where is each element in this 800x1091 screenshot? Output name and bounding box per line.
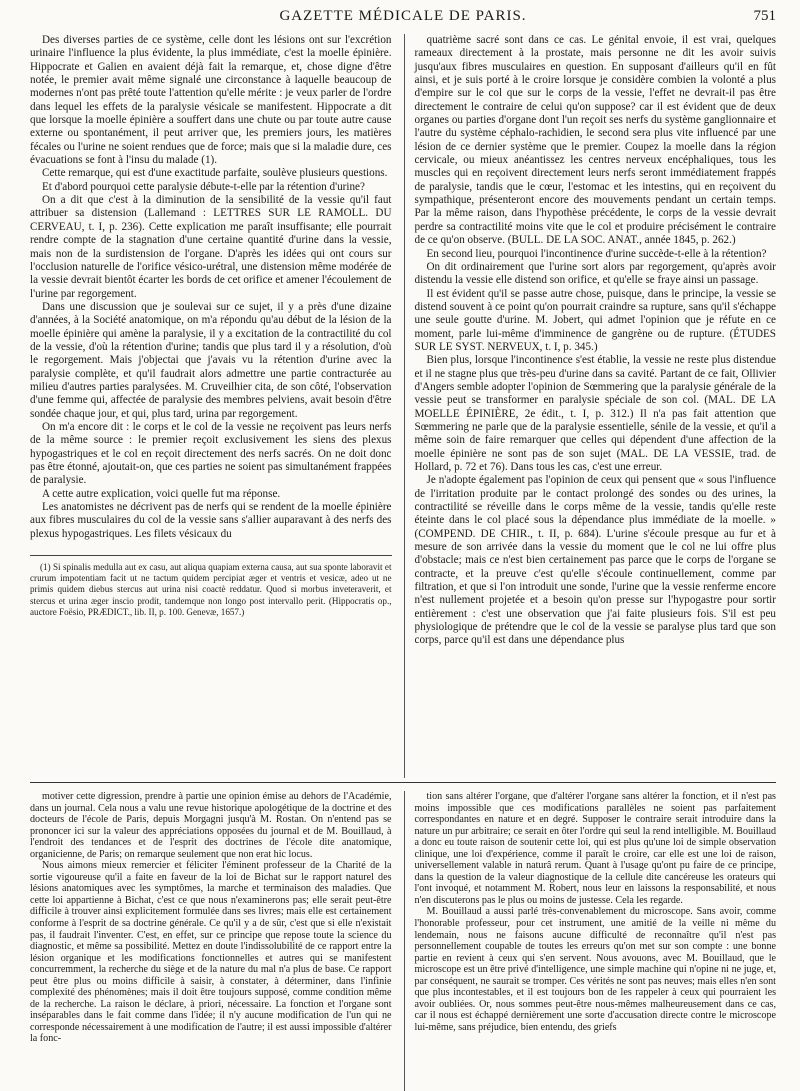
- page-number: 751: [753, 8, 776, 24]
- paragraph: Je n'adopte également pas l'opinion de ceux qui pensent que « sous l'influence de l'irritation produite par le contact prolongé des sondes ou des urines, la contractilité se réveille dans le corps même de la vessie, tandis qu'elle reste éteinte dans le col placé sous la dépendance plus immédiate de la moelle. » (COMPEND. DE CHIR., t. II, p. 684). L'urine s'écoule presque au fur et à mesure de son arrivée dans la vessie du moment que le col ne lui offre plus d'obstacle; mais ce n'est bien certainement pas parce que le corps de l'organe se contracte, et la preuve c'est qu'elle s'écoule continuellement, comme par filtration, et que si l'on introduit une sonde, l'urine que la vessie renferme encore n'est nullement projetée et a besoin qu'on presse sur l'hypogastre pour sortir entièrement : c'est une observation que j'ai faite plusieurs fois. S'il est peu physiologique de prétendre que le col de la vessie se paralyse plus tard que son corps, parce qu'il est dans une dépendance plus: [414, 474, 776, 647]
- footnote-text: (1) Si spinalis medulla aut ex casu, aut aliqua quapiam externa causa, aut sua sponte laboravit et crurum impotentiam facit ut ne tactum quidem percipiat æger et ventris et vesicæ, adeo ut ne primis quidem diebus stercus aut urina nisi coactè reddatur. Quod si morbus inveteraverit, et stercus et urina æger inscio prodit, tandemque non longo post intervallo perit. (Hippocratis op., auctore Foësio, PRÆDICT., lib. II, p. 100. Genevæ, 1657.): [30, 562, 392, 617]
- paragraph: On m'a encore dit : le corps et le col de la vessie ne reçoivent pas leurs nerfs de la même source : le premier reçoit exclusivement les siens des plexus hypogastriques et le col en reçoit directement des nerfs sacrés. On ne doit donc pas être étonné, ajoutait-on, que ces parties ne soient pas simultanément frappées de paralysie.: [30, 420, 392, 487]
- paragraph: Dans une discussion que je soulevai sur ce sujet, il y a près d'une dizaine d'années, à la Société anatomique, on m'a répondu qu'au début de la lésion de la moelle épinière qui amène la paralysie, il y a excitation de la contractilité du col de la vessie, d'où la rétention d'urine; tandis que plus tard il y a résolution, d'où le regorgement. Mais j'objectai que j'avais vu la rétention d'urine avec la paralysie complète, et qu'il faudrait alors admettre une partie contracturée au milieu d'autres parties paralysées. M. Cruveilhier cita, de son côté, l'observation d'une femme qui, affectée de paralysie des membres pelviens, avait besoin d'être sondée chaque jour, et qui, plus tard, urina par regorgement.: [30, 300, 392, 420]
- paragraph: motiver cette digression, prendre à partie une opinion émise au dehors de l'Académie, dans un journal. Cela nous a valu une revue historique apologétique de la doctrine et des docteurs de l'école de Paris, depuis Morgagni jusqu'à M. Rostan. On n'entend pas se prononcer ici sur la valeur des appréciations opposées du journal et de M. Bouillaud, à l'endroit des tendances et de l'esprit des doctrines de l'école dite anatomique, organicienne, de Paris; on remarque seulement que non erat hic locus.: [30, 791, 392, 860]
- lower-right-column: [404, 791, 777, 1091]
- footnote-rule: [30, 555, 392, 556]
- paragraph: quatrième sacré sont dans ce cas. Le génital envoie, il est vrai, quelques rameaux directement à la prostate, mais personne ne dit les avoir suivis jusqu'aux fibres musculaires en question. En supposant d'ailleurs qu'il en fût ainsi, et je suis porté à le croire lorsque je considère combien la volonté a plus d'empire sur le col que sur le corps de la vessie, l'effet ne devrait-il pas être directement le contraire de celui qu'on suppose? car il est évident que de deux organes ou parties d'organe dont l'un reçoit ses nerfs du système ganglionnaire et l'autre du système céphalo-rachidien, le second sera plus vite influencé par une lésion de ce dernier système que le premier. Coupez la moelle dans la région cervicale, ou mieux anéantissez les centres nerveux encéphaliques, tous les muscles qui en reçoivent directement leurs nerfs seront immédiatement frappés de paralysie, tandis que le cœur, l'estomac et les intestins, qui en reçoivent du sympathique, présenteront encore des mouvements pendant un certain temps. Par la même raison, dans l'hypothèse précédente, le corps de la vessie devrait perdre sa contractilité moins vite que le col et produire précisément le contraire de ce qu'on observe. (BULL. DE LA SOC. ANAT., année 1845, p. 262.): [414, 34, 776, 247]
- paragraph: Il est évident qu'il se passe autre chose, puisque, dans le principe, la vessie se distend souvent à ce point qu'on pourrait craindre sa rupture, sans qu'il s'échappe une seule goutte d'urine. M. Jobert, qui admet l'opinion que je réfute en ce moment, parle lui-même d'imminence de gangrène ou de rupture. (ÉTUDES SUR LE SYST. NERVEUX, t. I, p. 345.): [414, 287, 776, 353]
- upper-right-column: [404, 34, 777, 778]
- paragraph: En second lieu, pourquoi l'incontinence d'urine succède-t-elle à la rétention?: [426, 247, 767, 260]
- lower-left-column: [30, 791, 392, 1091]
- paragraph: On dit ordinairement que l'urine sort alors par regorgement, qu'après avoir distendu la vessie elle distend son orifice, et qu'elle se fraye ainsi un passage.: [414, 260, 776, 287]
- paragraph: M. Bouillaud a aussi parlé très-convenablement du microscope. Sans avoir, comme l'honorable professeur, pour cet instrument, une amitié de la veille ni même du lendemain, nous ne faisons aucune difficulté de reconnaître qu'il n'est pas personnellement coupable de toutes les erreurs qu'on met sur son compte : une bonne partie en revient à ceux qui s'en servent. Nous avouons, avec M. Bouillaud, que le microscope est un être privé d'intelligence, une simple machine qui n'opine ni ne juge, et, par conséquent, ne saurait se tromper. Ces vérités ne sont pas neuves; mais elles n'en sont que plus incontestables, et il est toujours bon de les rappeler à ceux qui pourraient les avoir oubliées. Or, nous sommes peut-être nous-mêmes malheureusement dans ce cas, car il nous est échappé dernièrement une sorte d'accusation directe contre le microscope lui-même, sans préjudice, bien entendu, des griefs: [414, 906, 776, 1033]
- paragraph: Cette remarque, qui est d'une exactitude parfaite, soulève plusieurs questions.: [42, 167, 388, 180]
- paragraph: Bien plus, lorsque l'incontinence s'est établie, la vessie ne reste plus distendue et il ne stagne plus que très-peu d'urine dans sa cavité. Partant de ce fait, Ollivier d'Angers semble adopter l'opinion de Sœmmering que la paralysie générale de la vessie peut se transformer en paralysie spéciale de son col. (MAL. DE LA MOELLE ÉPINIÈRE, 2e édit., t. I, p. 312.) Il n'a pas fait attention que Sœmmering ne parle que de la paralysie essentielle, sénile de la vessie, et qu'il a même soin de faire remarquer que celles qui dépendent d'une affection de la moelle épinière ne sont pas de son sujet (MAL. DE LA VESSIE, trad. de Hollard, p. 72 et 76). Dans tous les cas, c'est une erreur.: [414, 354, 776, 473]
- paragraph: Des diverses parties de ce système, celle dont les lésions ont sur l'excrétion urinaire l'influence la plus évidente, la plus immédiate, c'est la moelle épinière. Hippocrate et Galien en avaient déjà fait la remarque, et, chose digne d'être notée, le premier avait même signalé une circonstance à laquelle beaucoup de modernes n'ont pas prêté toute l'attention qu'elle mérite : je veux parler de l'ordre dans lequel les effets de la paralysie vésicale se manifestent. Hippocrate a dit que lorsque la moelle épinière a souffert dans une chute ou par toute autre cause externe ou spontanément, il peut arriver que, les premiers jours, les matières fécales ou l'urine ne soient rendues que de force; mais que si la maladie dure, ces évacuations se font à l'insu du malade (1).: [30, 34, 392, 167]
- upper-left-column: [30, 34, 392, 778]
- paragraph: Et d'abord pourquoi cette paralysie débute-t-elle par la rétention d'urine?: [42, 180, 365, 193]
- paragraph: On a dit que c'est à la diminution de la sensibilité de la vessie qu'il faut attribuer sa distension (Lallemand : LETTRES SUR LE RAMOLL. DU CERVEAU, t. I, p. 236). Cette explication me paraît insuffisante; elle pourrait rendre compte de la stagnation d'une certaine quantité d'urine dans la vessie, mais non de la surdistension de l'organe. D'après les idées qui ont cours sur l'occlusion naturelle de l'orifice vésico-urétral, une distension même modérée de la vessie devrait bientôt écarter les bords de cet orifice et amener l'écoulement de l'urine par regorgement.: [30, 194, 392, 300]
- lower-article: [30, 791, 776, 1091]
- journal-title: GAZETTE MÉDICALE DE PARIS.: [279, 8, 527, 24]
- paragraph: Les anatomistes ne décrivent pas de nerfs qui se rendent de la moelle épinière aux fibres musculaires du col de la vessie sans s'allier auparavant à des nerfs des plexus hypogastriques. Les filets vésicaux du: [30, 501, 392, 540]
- upper-article: [30, 34, 776, 778]
- section-divider: [30, 782, 776, 783]
- paragraph: A cette autre explication, voici quelle fut ma réponse.: [42, 487, 281, 500]
- paragraph: Nous aimons mieux remercier et féliciter l'éminent professeur de la Charité de la sortie vigoureuse qu'il a faite en faveur de la loi de Bichat sur le rapport naturel des lésions anatomiques avec les symptômes, la marche et terminaison des maladies. Que cette loi appartienne à Bichat, c'est ce que nous n'examinerons pas; elle serait peut-être difficile à trouver ainsi explicitement formulée dans ses livres; mais elle est certainement conforme à l'esprit de sa doctrine générale. Ce qu'il y a de sûr, c'est que si elle n'existait pas, il faudrait l'inventer. C'est, en effet, sur ce principe que repose toute la science du diagnostic, et même sa possibilité. Mettez en doute l'indissolubilité de ce rapport entre la lésion organique et les modifications fonctionnelles et autres qui se manifestent concurremment, la recherche du siège et de la nature du mal n'a plus de base. Ce rapport peut être plus ou moins difficile à saisir, à constater, à déterminer, dans l'infinie complexité des phénomènes; mais il doit être toujours supposé, comme condition même de la recherche. La raison le déclare, à priori, nécessaire. La fonction et l'organe sont inséparables dans le fait comme dans l'idée; il n'y aucune modification de l'un qui ne corresponde nécessairement à une modification de l'autre; il est aussi impossible d'altérer la fonc-: [30, 860, 392, 1045]
- paragraph: tion sans altérer l'organe, que d'altérer l'organe sans altérer la fonction, et il n'est pas moins impossible que ces modifications parallèles ne soient pas parfaitement correspondantes en nature et en degré. Supposer le contraire serait introduire dans la nature un pur arbitraire; ce serait en ôter l'ordre qui seul la rend intelligible. M. Bouillaud a donc eu toute raison de soutenir cette loi, qui est plus qu'une loi de simple observation clinique, une loi d'expérience, comme il paraît le croire, car elle est une loi de raison, universellement valable in naturâ rerum. Quant à l'usage qu'ont pu faire de ce principe, dans la question de la valeur diagnostique de la cellule dite cancéreuse les orateurs qui l'ont invoqué, et notamment M. Robert, nous leur en laissons la responsabilité, et nous n'en discuterons pas le plus ou moins de justesse. Cela les regarde.: [414, 791, 776, 906]
- footnote: [30, 562, 392, 618]
- page-header: [30, 8, 776, 30]
